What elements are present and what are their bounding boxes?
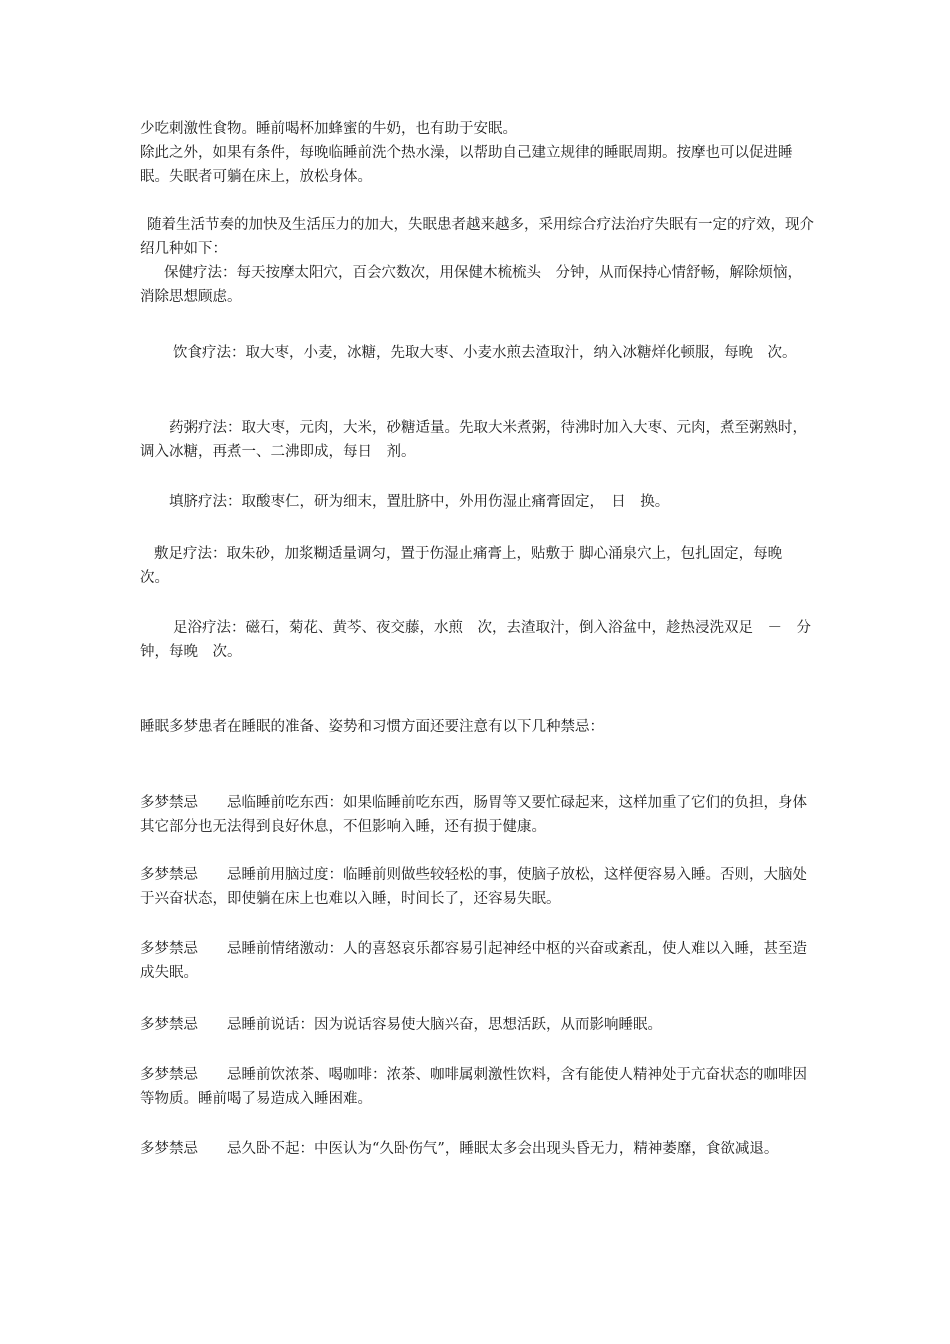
paragraph-navel-therapy: 填脐疗法：取酸枣仁，研为细末，置肚脐中，外用伤湿止痛膏固定， 日 换。 bbox=[169, 494, 670, 510]
paragraph-milk-honey: 少吃刺激性食物。睡前喝杯加蜂蜜的牛奶，也有助于安眠。 bbox=[140, 121, 517, 137]
paragraph-taboo-eating: 多梦禁忌 忌临睡前吃东西：如果临睡前吃东西，肠胃等又要忙碌起来，这样加重了它们的负担，身体其它部分也无法得到良好休息，不但影响入睡，还有损于健康。 bbox=[140, 795, 807, 835]
paragraph-diet-therapy: 饮食疗法：取大枣，小麦，冰糖，先取大枣、小麦水煎去渣取汁，纳入冰糖烊化顿服，每晚 次。 bbox=[173, 345, 797, 361]
paragraph-foot-bath-therapy: 足浴疗法：磁石，菊花、黄芩、夜交藤，水煎 次，去渣取汁，倒入浴盆中，趁热浸洗双足 － 分钟，每晚 次。 bbox=[140, 620, 811, 660]
paragraph-taboo-tea-coffee: 多梦禁忌 忌睡前饮浓茶、喝咖啡：浓茶、咖啡属刺激性饮料，含有能使人精神处于亢奋状态的咖啡因等物质。睡前喝了易造成入睡困难。 bbox=[140, 1067, 807, 1107]
paragraph-health-care-therapy: 保健疗法：每天按摩太阳穴，百会穴数次，用保健木梳梳头 分钟，从而保持心情舒畅，解除烦恼，消除思想顾虑。 bbox=[140, 265, 802, 305]
paragraph-intro-therapies: 随着生活节奏的加快及生活压力的加大，失眠患者越来越多，采用综合疗法治疗失眠有一定的疗效，现介绍几种如下： bbox=[140, 217, 814, 257]
paragraph-hot-bath: 除此之外，如果有条件，每晚临睡前洗个热水澡，以帮助自己建立规律的睡眠周期。按摩也可以促进睡眠。失眠者可躺在床上，放松身体。 bbox=[140, 145, 793, 185]
paragraph-taboo-oversleep: 多梦禁忌 忌久卧不起：中医认为“久卧伤气”，睡眠太多会出现头昏无力，精神萎靡，食欲减退。 bbox=[140, 1141, 779, 1157]
paragraph-taboo-intro: 睡眠多梦患者在睡眠的准备、姿势和习惯方面还要注意有以下几种禁忌： bbox=[140, 719, 604, 735]
paragraph-taboo-emotion: 多梦禁忌 忌睡前情绪激动：人的喜怒哀乐都容易引起神经中枢的兴奋或紊乱，使人难以入睡，甚至造成失眠。 bbox=[140, 941, 807, 981]
paragraph-foot-compress-therapy: 敷足疗法：取朱砂，加浆糊适量调匀，置于伤湿止痛膏上，贴敷于 脚心涌泉穴上，包扎固定，每晚 次。 bbox=[140, 546, 797, 586]
paragraph-taboo-overthinking: 多梦禁忌 忌睡前用脑过度：临睡前则做些较轻松的事，使脑子放松，这样便容易入睡。否则，大脑处于兴奋状态，即使躺在床上也难以入睡，时间长了，还容易失眠。 bbox=[140, 867, 807, 907]
paragraph-taboo-talking: 多梦禁忌 忌睡前说话：因为说话容易使大脑兴奋，思想活跃，从而影响睡眠。 bbox=[140, 1017, 662, 1033]
paragraph-congee-therapy: 药粥疗法：取大枣，元肉，大米，砂糖适量。先取大米煮粥，待沸时加入大枣、元肉，煮至粥熟时，调入冰糖，再煮一、二沸即成，每日 剂。 bbox=[140, 420, 807, 460]
